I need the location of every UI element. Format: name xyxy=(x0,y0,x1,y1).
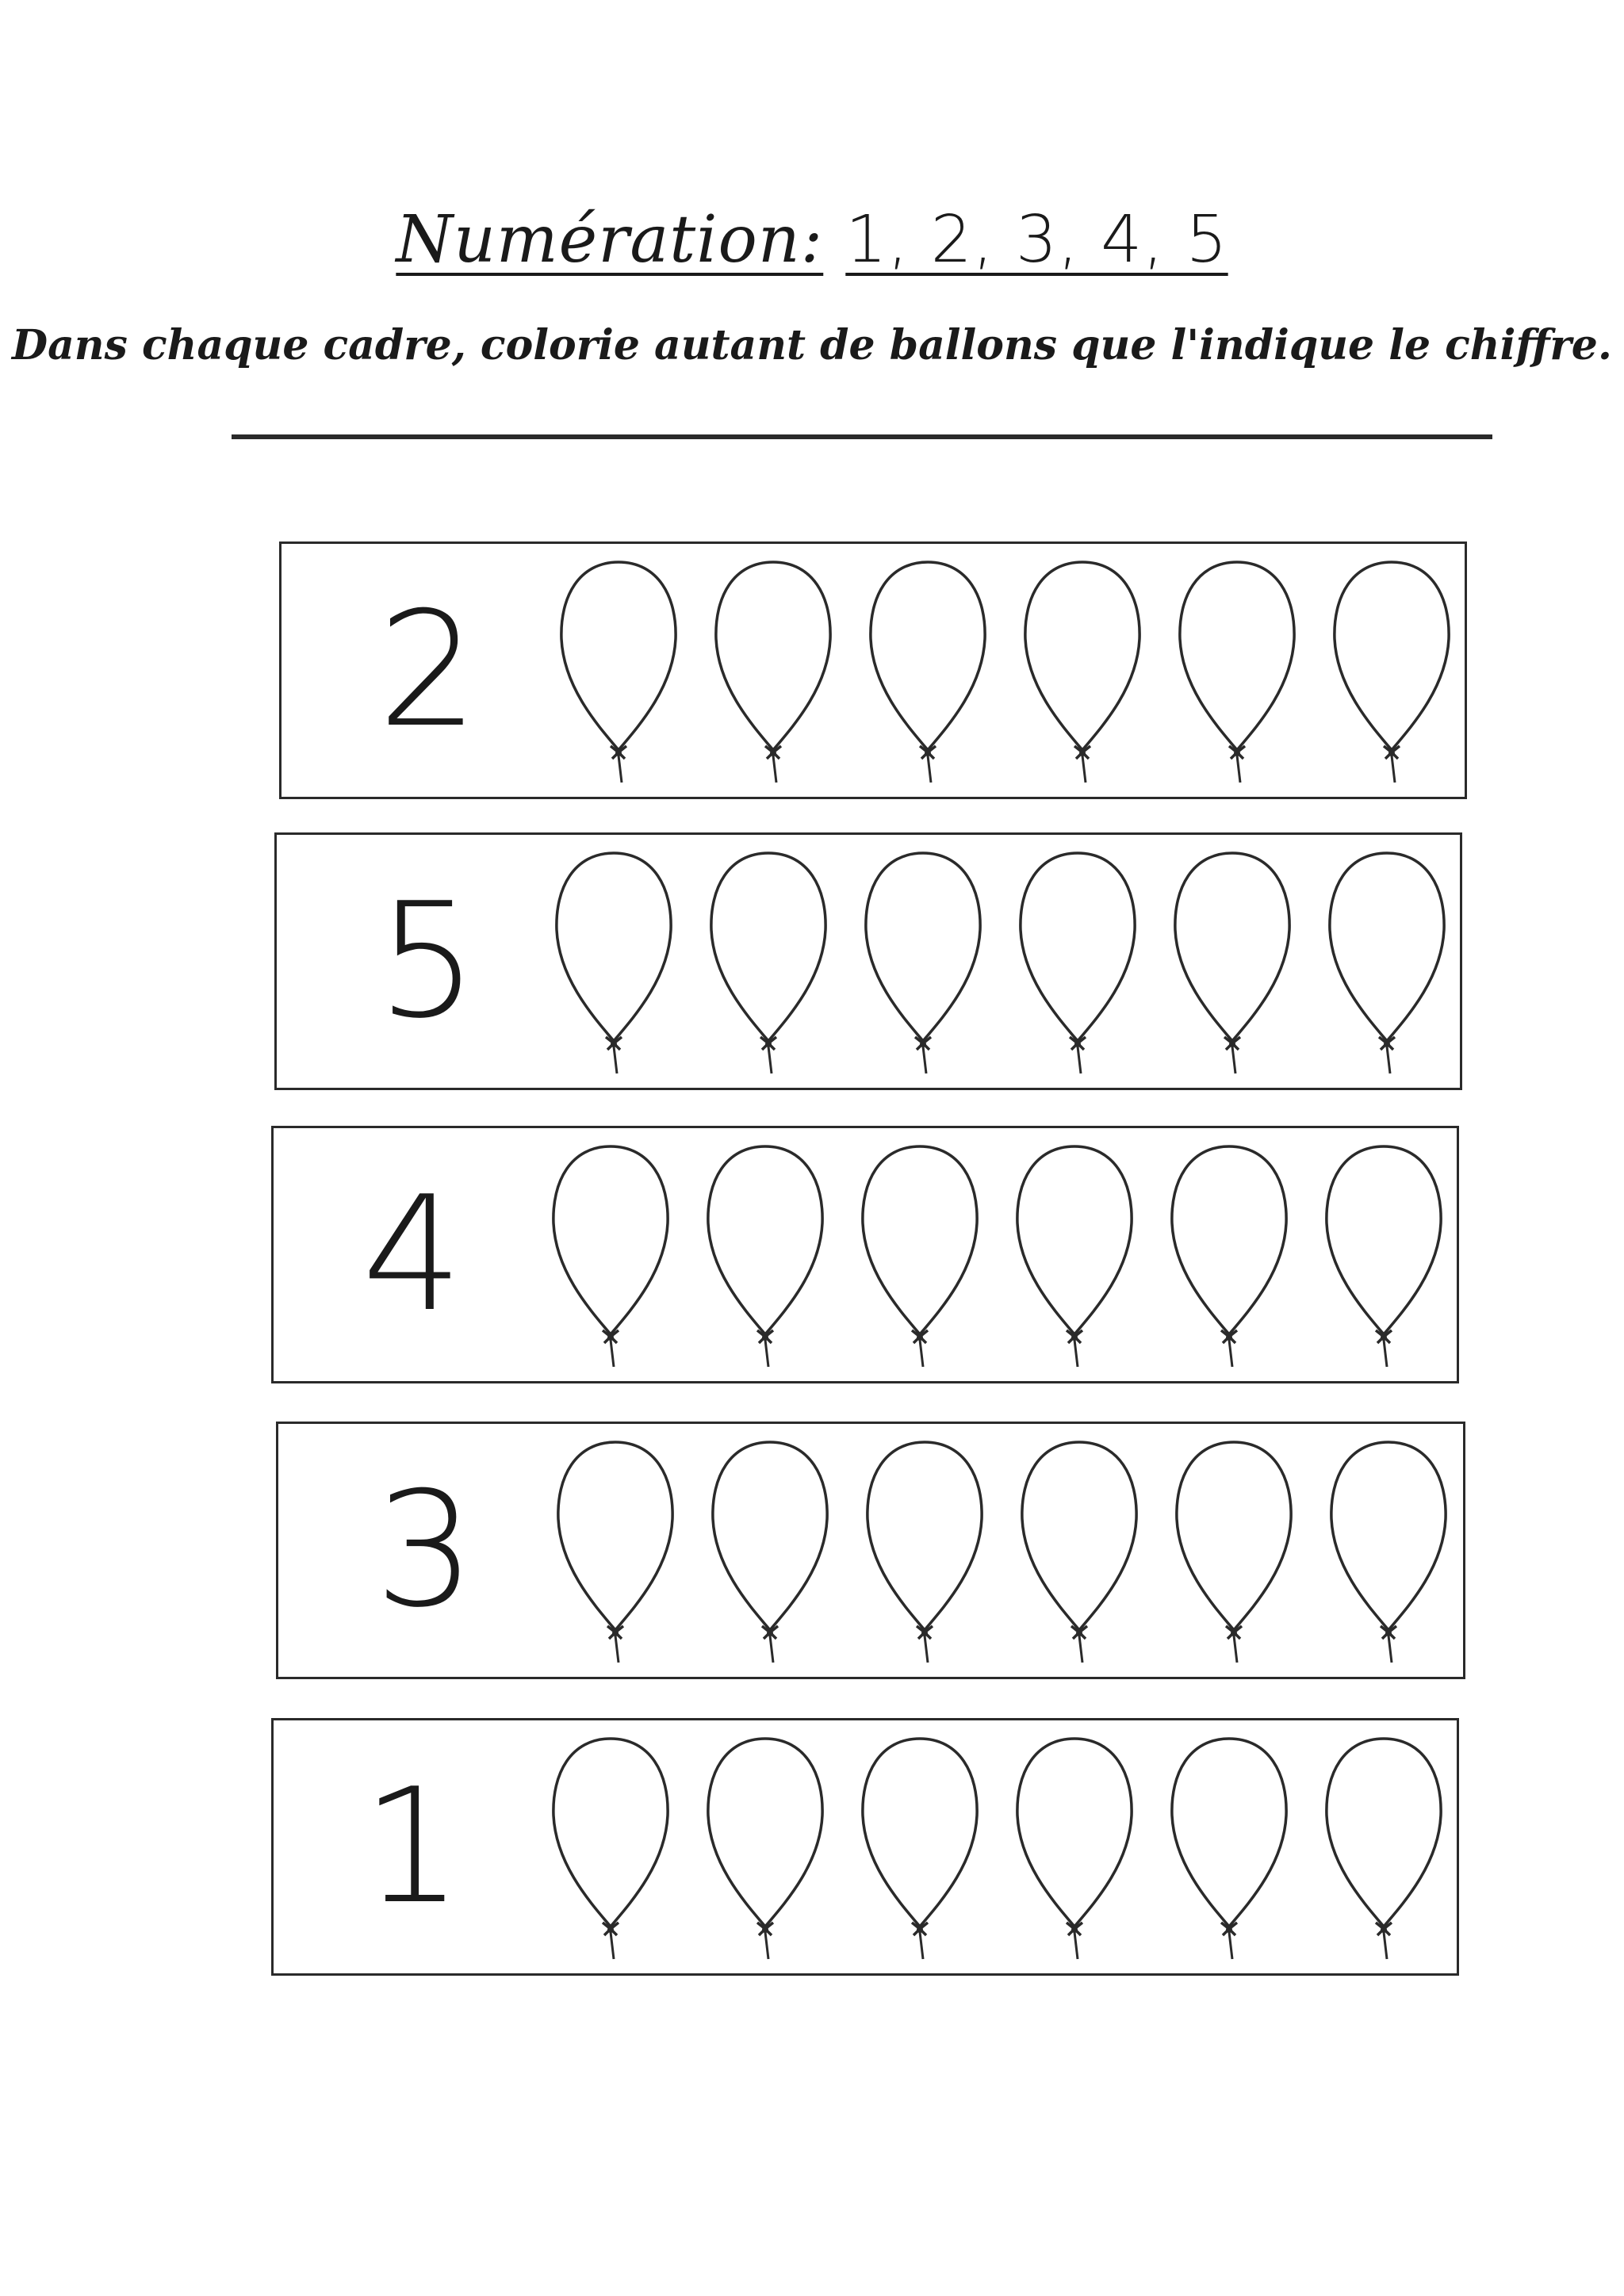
balloon-outline-icon xyxy=(1328,556,1455,786)
balloon-outline-icon xyxy=(856,1732,983,1962)
balloon-outline-icon xyxy=(705,847,832,1077)
frame-digit: 3 xyxy=(374,1457,476,1643)
balloon-outline-icon xyxy=(1014,847,1141,1077)
frame-2 xyxy=(274,832,1462,1090)
frame-3 xyxy=(271,1126,1459,1383)
balloon-outline-icon xyxy=(1011,1140,1138,1370)
frame-5 xyxy=(271,1718,1459,1976)
balloon-outline-icon xyxy=(555,556,682,786)
balloon-row xyxy=(274,1720,1457,1973)
frame-digit: 1 xyxy=(362,1754,463,1939)
header-divider xyxy=(232,434,1492,439)
title-numbers: 1, 2, 3, 4, 5 xyxy=(845,202,1228,277)
frame-digit: 5 xyxy=(377,868,478,1054)
balloon-outline-icon xyxy=(1166,1732,1293,1962)
balloon-outline-icon xyxy=(1174,556,1300,786)
balloon-outline-icon xyxy=(707,1436,833,1666)
balloon-outline-icon xyxy=(1011,1732,1138,1962)
balloon-outline-icon xyxy=(1169,847,1296,1077)
frame-digit: 2 xyxy=(377,577,479,763)
balloon-outline-icon xyxy=(861,1436,988,1666)
balloon-outline-icon xyxy=(1019,556,1146,786)
title-label: Numération: xyxy=(396,202,824,277)
frame-1 xyxy=(279,541,1467,799)
balloon-outline-icon xyxy=(864,556,991,786)
balloon-outline-icon xyxy=(1170,1436,1297,1666)
balloon-outline-icon xyxy=(547,1140,674,1370)
balloon-outline-icon xyxy=(856,1140,983,1370)
balloon-outline-icon xyxy=(550,847,677,1077)
balloon-outline-icon xyxy=(552,1436,679,1666)
worksheet-title xyxy=(0,202,1624,277)
balloon-row xyxy=(278,1424,1463,1677)
balloon-outline-icon xyxy=(702,1732,829,1962)
balloon-outline-icon xyxy=(1323,847,1450,1077)
balloon-outline-icon xyxy=(1325,1436,1452,1666)
balloon-row xyxy=(282,544,1465,797)
instruction-text: Dans chaque cadre, colorie autant de ballons que l'indique le chiffre. xyxy=(12,321,1612,369)
balloon-outline-icon xyxy=(1166,1140,1293,1370)
balloon-row xyxy=(277,835,1460,1088)
balloon-outline-icon xyxy=(1320,1732,1447,1962)
balloon-outline-icon xyxy=(710,556,837,786)
frame-4 xyxy=(276,1422,1465,1679)
balloon-row xyxy=(274,1128,1457,1381)
frame-digit: 4 xyxy=(362,1161,463,1347)
balloon-outline-icon xyxy=(1320,1140,1447,1370)
balloon-outline-icon xyxy=(702,1140,829,1370)
balloon-outline-icon xyxy=(1016,1436,1143,1666)
balloon-outline-icon xyxy=(547,1732,674,1962)
balloon-outline-icon xyxy=(860,847,986,1077)
